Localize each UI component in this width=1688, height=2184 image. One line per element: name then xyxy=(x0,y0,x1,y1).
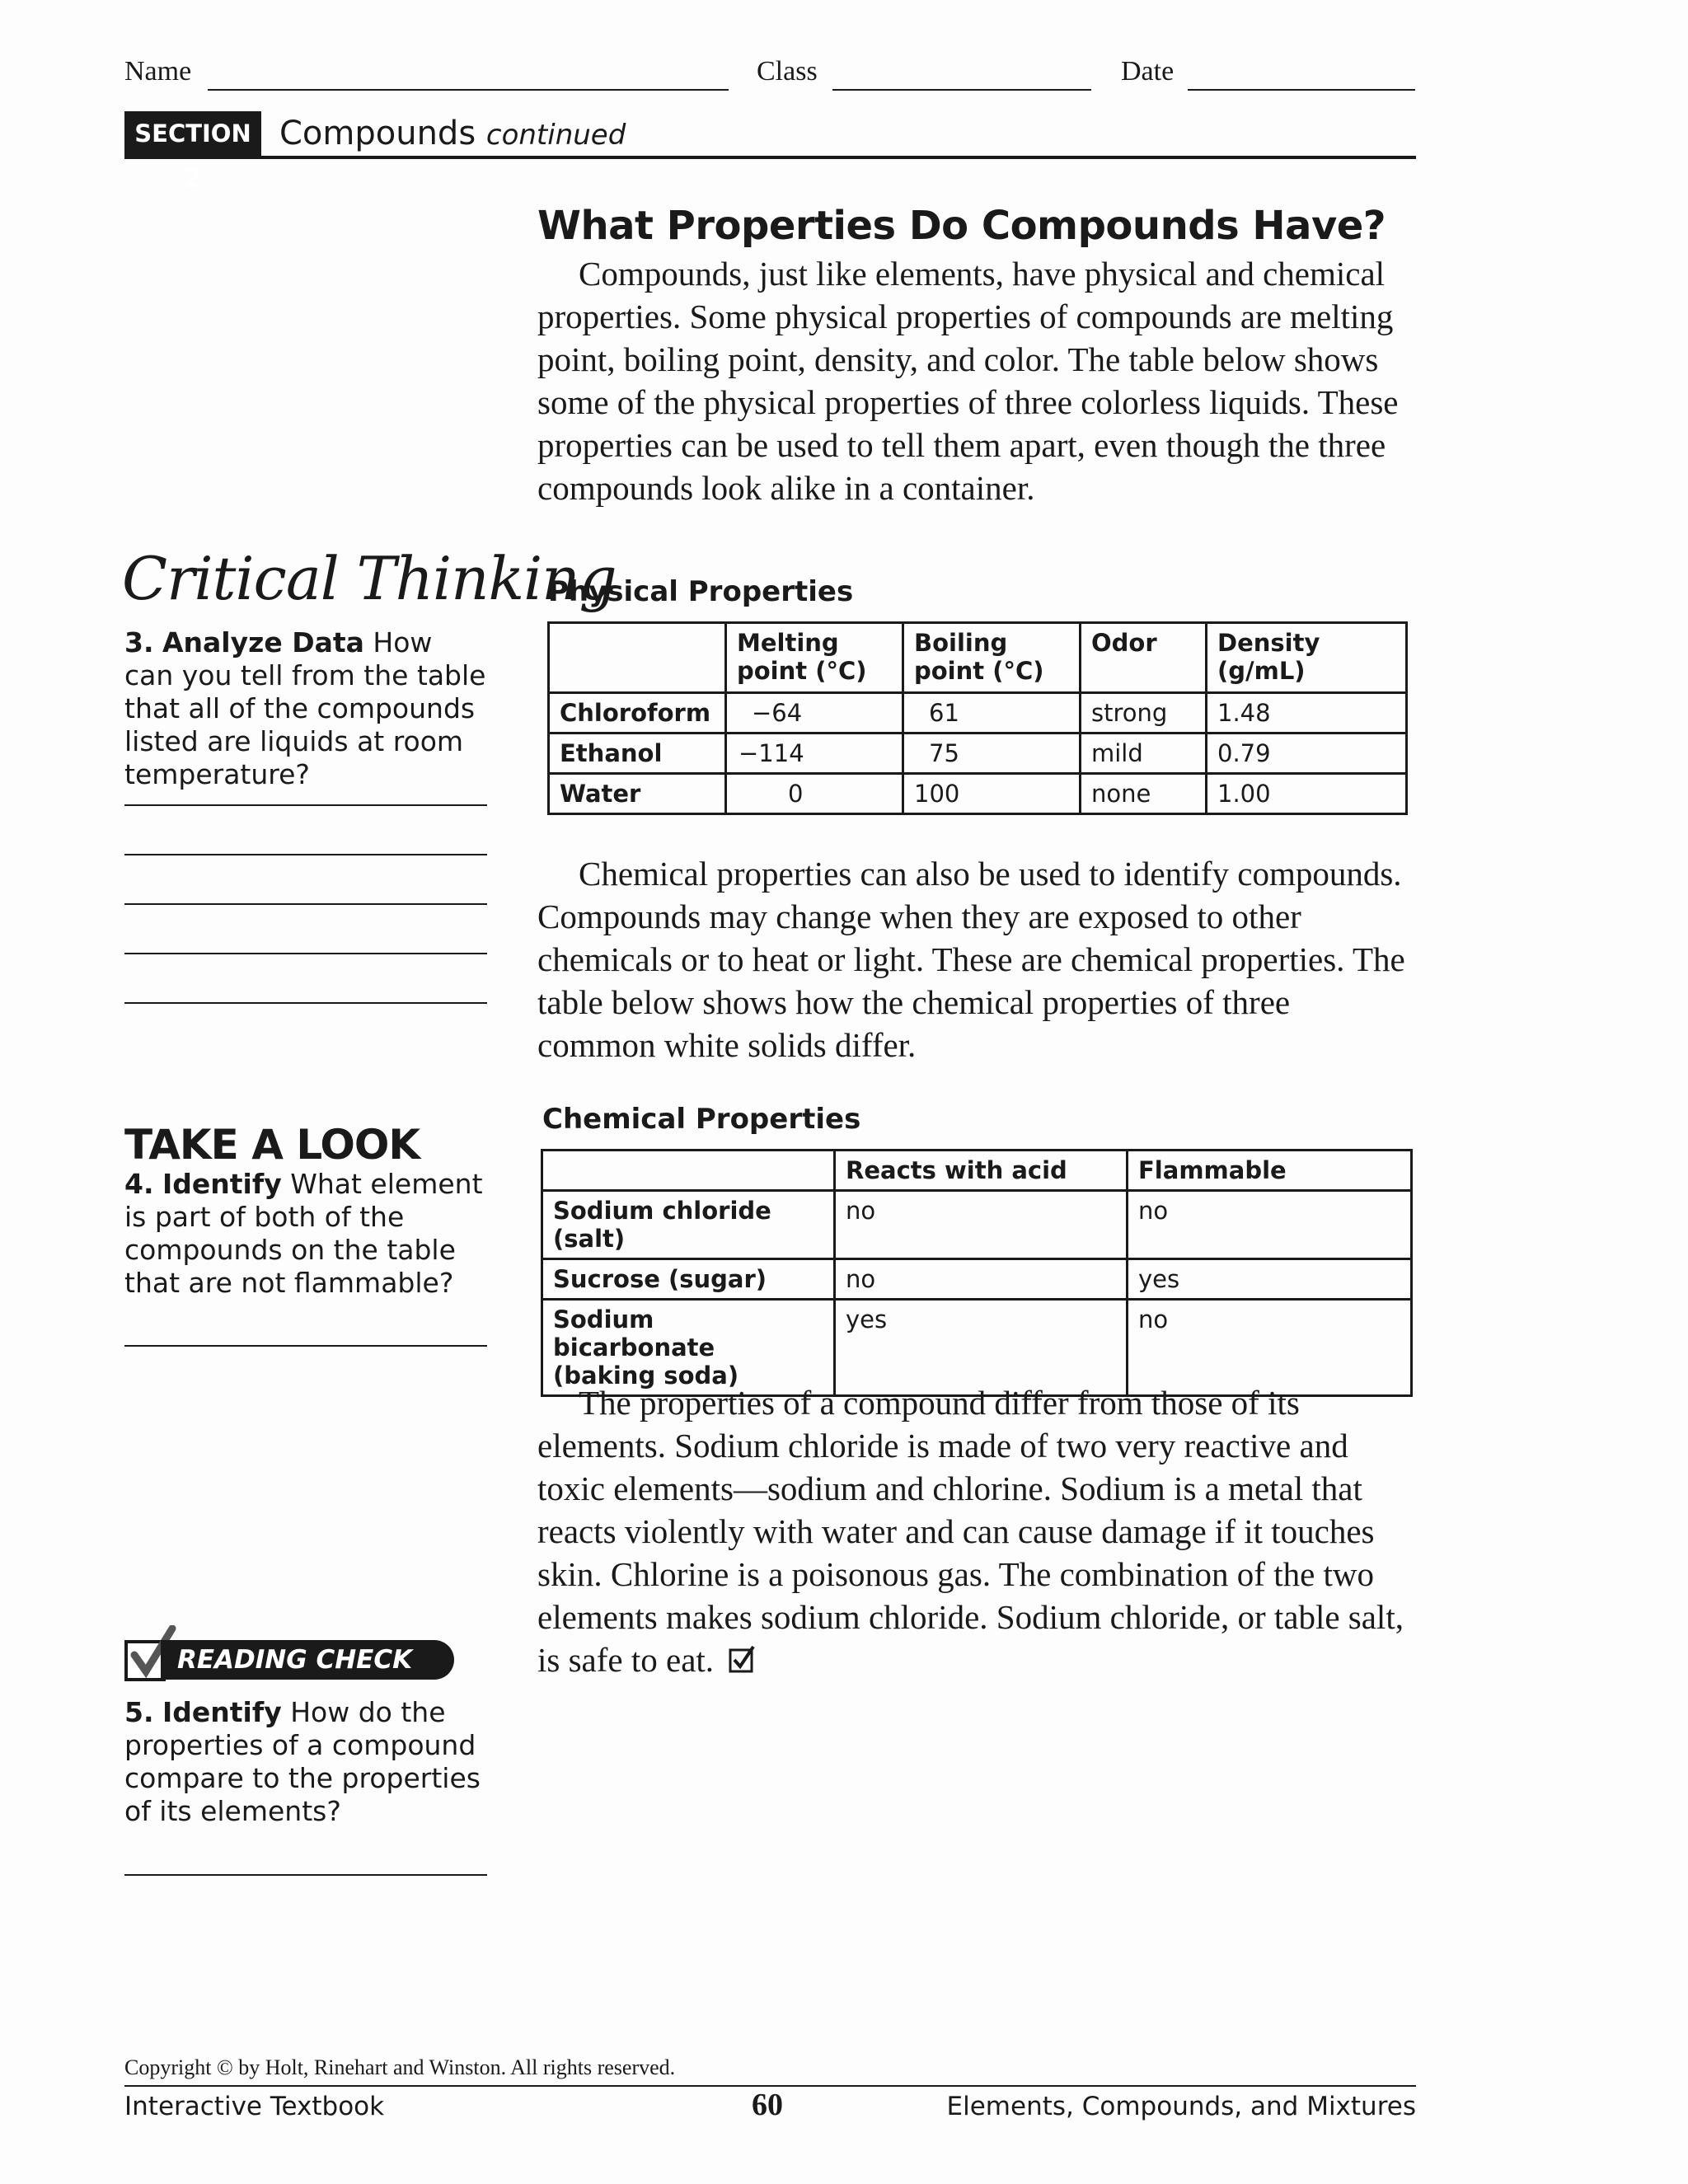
table-cell: none xyxy=(1081,774,1207,814)
table-header-cell: Reacts with acid xyxy=(835,1151,1128,1191)
table-row xyxy=(549,693,1407,733)
table-header-cell: Density (g/mL) xyxy=(1207,623,1407,693)
answer-line[interactable] xyxy=(124,1874,487,1876)
paragraph-3 xyxy=(537,1381,1411,1681)
take-a-look-title: TAKE A LOOK xyxy=(124,1121,420,1169)
table-cell: 75 xyxy=(903,733,1081,774)
table-header-cell: Melting point (°C) xyxy=(726,623,903,693)
table-cell: −64 xyxy=(726,693,903,733)
name-label: Name xyxy=(124,56,192,87)
question-3-text: How can you tell from the table that all of the compounds listed are liquids at room temperature? xyxy=(124,626,486,790)
answer-line[interactable] xyxy=(124,903,487,905)
table-header-row xyxy=(549,623,1407,693)
table-row-header: Sodium chloride (salt) xyxy=(542,1191,835,1259)
section-header xyxy=(124,111,1416,192)
question-5 xyxy=(124,1696,487,1828)
critical-thinking-title: Critical Thinking xyxy=(122,544,617,613)
table-row xyxy=(542,1259,1412,1300)
footer-book-title: Interactive Textbook xyxy=(124,2092,385,2121)
table-cell: yes xyxy=(835,1300,1128,1396)
table-cell: 0 xyxy=(726,774,903,814)
table-row-header: Sucrose (sugar) xyxy=(542,1259,835,1300)
table-cell: no xyxy=(835,1259,1128,1300)
table-cell: no xyxy=(1128,1300,1412,1396)
class-field[interactable] xyxy=(832,89,1091,91)
question-5-label: Identify xyxy=(162,1696,282,1728)
answer-line[interactable] xyxy=(124,1345,487,1347)
page-number: 60 xyxy=(752,2088,783,2122)
table-header-cell xyxy=(549,623,726,693)
footer-chapter-title: Elements, Compounds, and Mixtures xyxy=(946,2092,1416,2121)
question-5-number: 5. xyxy=(124,1696,154,1728)
question-3-label: Analyze Data xyxy=(162,626,364,658)
reading-check-marker-icon xyxy=(729,1645,757,1675)
chemical-table-title: Chemical Properties xyxy=(542,1103,861,1136)
answer-line[interactable] xyxy=(124,953,487,954)
answer-line[interactable] xyxy=(124,1002,487,1004)
table-cell: 100 xyxy=(903,774,1081,814)
section-title-suffix: continued xyxy=(485,119,626,152)
date-field[interactable] xyxy=(1188,89,1415,91)
table-row-header: Sodium bicarbonate (baking soda) xyxy=(542,1300,835,1396)
class-label: Class xyxy=(757,56,818,87)
question-4 xyxy=(124,1168,487,1300)
table-header-cell xyxy=(542,1151,835,1191)
table-cell: −114 xyxy=(726,733,903,774)
table-cell: 61 xyxy=(903,693,1081,733)
paragraph-3-content: The properties of a compound differ from those of its elements. Sodium chloride is made of two very reactive and toxic elements—sodium and chlorine. Sodium is a metal that reacts violently with water and can cause damage if it touches skin. Chlorine is a poisonous gas. The combination of the two elements makes sodium chloride. Sodium chloride, or table salt, is safe to eat. xyxy=(537,1384,1404,1679)
table-header-cell: Flammable xyxy=(1128,1151,1412,1191)
copyright: Copyright © by Holt, Rinehart and Winston. All rights reserved. xyxy=(124,2055,676,2079)
section-title xyxy=(279,111,626,157)
table-cell: mild xyxy=(1081,733,1207,774)
answer-line[interactable] xyxy=(124,854,487,855)
answer-line[interactable] xyxy=(124,804,487,806)
date-label: Date xyxy=(1121,56,1175,87)
physical-properties-table xyxy=(547,621,1408,815)
page-heading: What Properties Do Compounds Have? xyxy=(537,203,1386,249)
section-title-text: Compounds xyxy=(279,115,476,152)
paragraph-3-text xyxy=(537,1381,1411,1681)
question-4-text: What element is part of both of the compounds on the table that are not flammable? xyxy=(124,1168,483,1299)
paragraph-1-text: Compounds, just like elements, have physical and chemical properties. Some physical properties of compounds are melting point, boiling point, density, and color. The table below shows some of the physical properties of three colorless liquids. These properties can be used to tell them apart, even though the three compounds look alike in a container. xyxy=(537,255,1399,507)
table-row xyxy=(542,1191,1412,1259)
table-cell: strong xyxy=(1081,693,1207,733)
paragraph-2-text: Chemical properties can also be used to identify compounds. Compounds may change when they are exposed to other chemicals or to heat or light. These are chemical properties. The table below shows how the chemical properties of three common white solids differ. xyxy=(537,855,1405,1064)
table-cell: 1.48 xyxy=(1207,693,1407,733)
chemical-properties-table xyxy=(541,1149,1413,1397)
table-row-header: Chloroform xyxy=(549,693,726,733)
table-row-header: Water xyxy=(549,774,726,814)
table-cell: no xyxy=(835,1191,1128,1259)
section-badge: SECTION 2 xyxy=(124,111,261,156)
reading-check-label: READING CHECK xyxy=(161,1640,454,1680)
paragraph-1 xyxy=(537,252,1411,509)
table-row-header: Ethanol xyxy=(549,733,726,774)
question-5-text: How do the properties of a compound compare to the properties of its elements? xyxy=(124,1696,481,1827)
table-header-row xyxy=(542,1151,1412,1191)
table-row xyxy=(549,733,1407,774)
physical-table-title: Physical Properties xyxy=(548,575,854,608)
paragraph-2 xyxy=(537,852,1411,1066)
table-cell: no xyxy=(1128,1191,1412,1259)
table-cell: yes xyxy=(1128,1259,1412,1300)
question-4-number: 4. xyxy=(124,1168,154,1200)
question-3 xyxy=(124,626,487,791)
table-row xyxy=(549,774,1407,814)
name-field[interactable] xyxy=(208,89,729,91)
table-cell: 1.00 xyxy=(1207,774,1407,814)
table-header-cell: Boiling point (°C) xyxy=(903,623,1081,693)
question-3-number: 3. xyxy=(124,626,154,658)
table-cell: 0.79 xyxy=(1207,733,1407,774)
question-4-label: Identify xyxy=(162,1168,282,1200)
table-header-cell: Odor xyxy=(1081,623,1207,693)
